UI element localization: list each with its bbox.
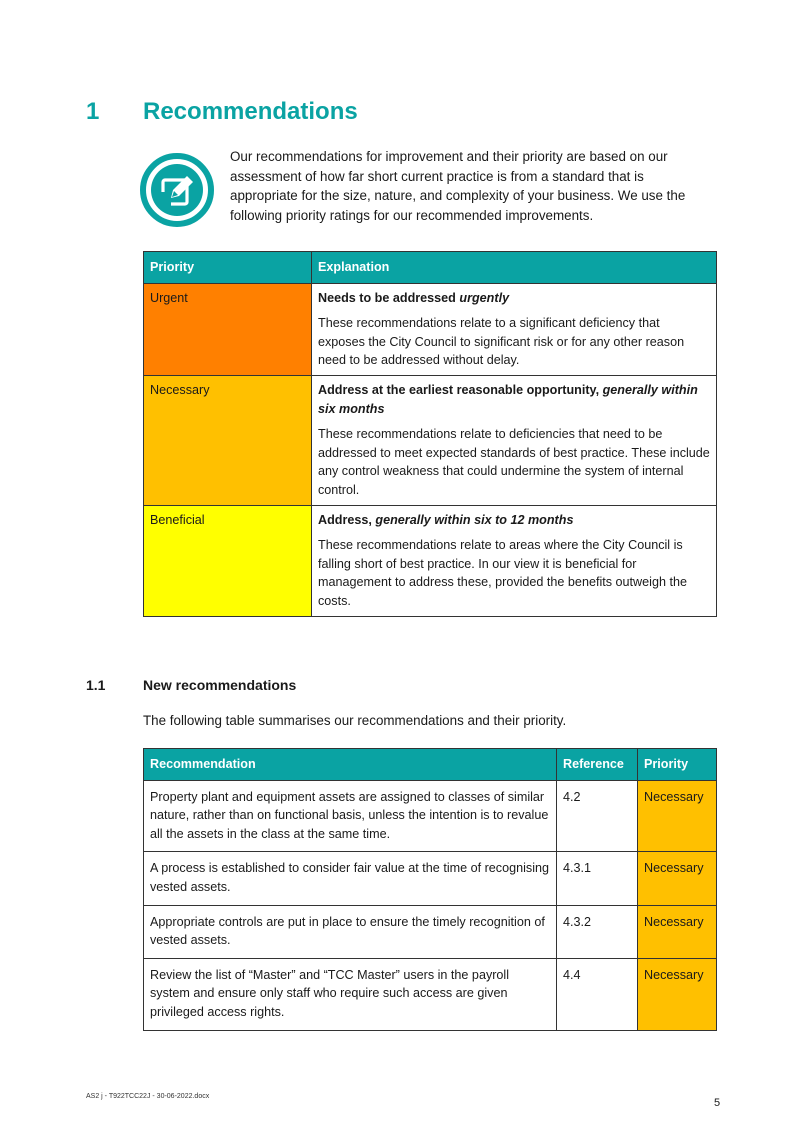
table-row [144, 375, 717, 505]
recommendation-cell: A process is established to consider fair value at the time of recognising vested assets. [144, 852, 557, 905]
recommendations-table [143, 748, 717, 1031]
priority-cell-necessary: Necessary [638, 905, 717, 958]
explanation-cell [312, 505, 717, 616]
column-header-reference: Reference [557, 749, 638, 781]
priority-cell-necessary: Necessary [638, 958, 717, 1030]
priority-cell-beneficial: Beneficial [144, 505, 312, 616]
explanation-body: These recommendations relate to deficiencies that need to be addressed to meet expected standards of best practice. These include any control weakness that could undermine the system of internal control. [318, 427, 710, 497]
explanation-title [318, 381, 710, 418]
explanation-cell [312, 283, 717, 375]
priority-cell-urgent: Urgent [144, 283, 312, 375]
table-row [144, 958, 717, 1030]
reference-cell: 4.4 [557, 958, 638, 1030]
explanation-body: These recommendations relate to a significant deficiency that exposes the City Council to significant risk or for any other reason need to be addressed without delay. [318, 316, 685, 368]
explanation-title [318, 289, 710, 308]
table-row [144, 283, 717, 375]
column-header-priority: Priority [144, 252, 312, 284]
explanation-cell [312, 375, 717, 505]
footer-document-reference: AS2 j - T922TCC22J - 30-06-2022.docx [86, 1093, 210, 1100]
table-row [144, 505, 717, 616]
section-title: Recommendations [143, 98, 358, 125]
explanation-title-emphasis: generally within six months [318, 382, 698, 416]
reference-cell: 4.3.2 [557, 905, 638, 958]
table-row [144, 852, 717, 905]
edit-icon [139, 152, 215, 228]
table-row [144, 905, 717, 958]
explanation-title-text: Address at the earliest reasonable opportunity, [318, 382, 603, 397]
priority-ratings-table [143, 251, 717, 617]
column-header-recommendation: Recommendation [144, 749, 557, 781]
explanation-body: These recommendations relate to areas where the City Council is falling short of best practice. In our view it is beneficial for management to address these, provided the benefits outweigh the costs. [318, 538, 687, 608]
priority-cell-necessary: Necessary [638, 852, 717, 905]
reference-cell: 4.3.1 [557, 852, 638, 905]
explanation-title-emphasis: urgently [459, 290, 510, 305]
table-row [144, 780, 717, 852]
column-header-explanation: Explanation [312, 252, 717, 284]
section-number: 1 [86, 98, 100, 125]
subsection-number: 1.1 [86, 677, 106, 693]
table-header-row [144, 252, 717, 284]
explanation-title-text: Needs to be addressed [318, 290, 460, 305]
explanation-title-text: Address, [318, 512, 376, 527]
explanation-title [318, 511, 710, 530]
subsection-title: New recommendations [143, 677, 297, 693]
table-header-row [144, 749, 717, 781]
reference-cell: 4.2 [557, 780, 638, 852]
intro-paragraph: Our recommendations for improvement and their priority are based on our assessment of how far short current practice is from a standard that is appropriate for the size, nature, and complexity of your business. We use the following priority ratings for our recommended improvements. [230, 149, 686, 223]
page-number: 5 [714, 1097, 721, 1109]
priority-cell-necessary: Necessary [144, 375, 312, 505]
summary-paragraph: The following table summarises our recommendations and their priority. [143, 713, 567, 728]
recommendation-cell: Appropriate controls are put in place to ensure the timely recognition of vested assets. [144, 905, 557, 958]
priority-cell-necessary: Necessary [638, 780, 717, 852]
column-header-priority: Priority [638, 749, 717, 781]
recommendation-cell: Property plant and equipment assets are assigned to classes of similar nature, rather than on functional basis, unless the intention is to revalue all the assets in the class at the same time. [144, 780, 557, 852]
explanation-title-emphasis: generally within six to 12 months [375, 512, 574, 527]
recommendation-cell: Review the list of “Master” and “TCC Master” users in the payroll system and ensure only staff who require such access are given privileged access rights. [144, 958, 557, 1030]
